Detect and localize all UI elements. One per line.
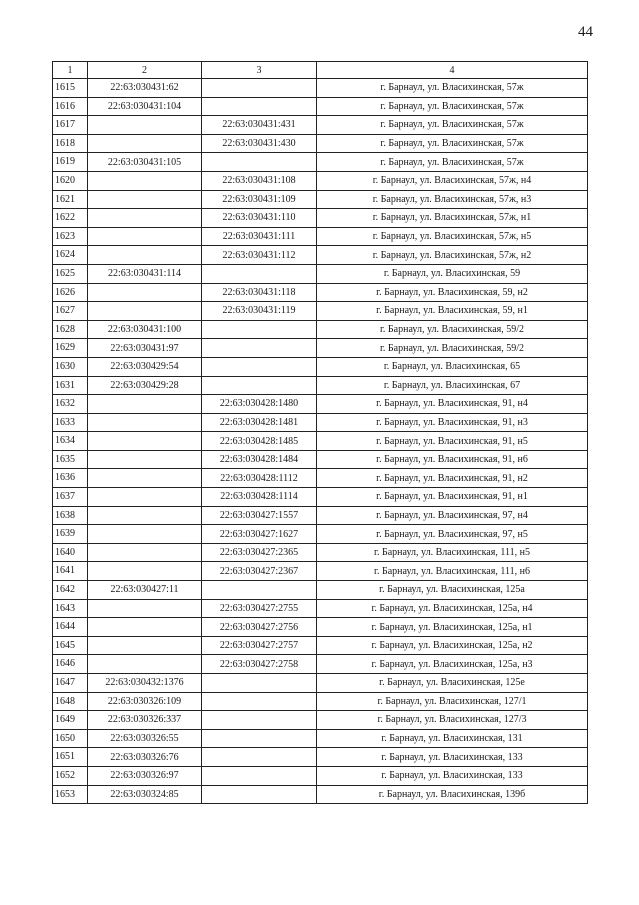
table-row: [53, 488, 588, 507]
object-cadastral-number-cell: 22:63:030431:118: [202, 283, 317, 302]
object-cadastral-number-cell: 22:63:030427:1627: [202, 525, 317, 544]
header-col-3: 3: [202, 62, 317, 79]
table-row: [53, 209, 588, 228]
address-cell: г. Барнаул, ул. Власихинская, 125а, н3: [317, 655, 588, 674]
address-cell: г. Барнаул, ул. Власихинская, 57ж: [317, 116, 588, 135]
cadastral-number-cell: [88, 116, 202, 135]
row-number-cell: 1615: [53, 79, 88, 98]
table-row: [53, 599, 588, 618]
row-number-cell: 1634: [53, 432, 88, 451]
table-row: [53, 450, 588, 469]
address-cell: г. Барнаул, ул. Власихинская, 139б: [317, 785, 588, 804]
row-number-cell: 1623: [53, 227, 88, 246]
table-row: [53, 506, 588, 525]
row-number-cell: 1640: [53, 543, 88, 562]
address-cell: г. Барнаул, ул. Власихинская, 97, н5: [317, 525, 588, 544]
row-number-cell: 1633: [53, 413, 88, 432]
page-number: 44: [578, 24, 593, 40]
header-col-2: 2: [88, 62, 202, 79]
address-cell: г. Барнаул, ул. Власихинская, 57ж: [317, 97, 588, 116]
row-number-cell: 1617: [53, 116, 88, 135]
cadastral-number-cell: [88, 655, 202, 674]
cadastral-number-cell: 22:63:030431:100: [88, 320, 202, 339]
table-row: [53, 766, 588, 785]
row-number-cell: 1631: [53, 376, 88, 395]
table-row: [53, 543, 588, 562]
address-cell: г. Барнаул, ул. Власихинская, 125а, н2: [317, 636, 588, 655]
table-row: [53, 283, 588, 302]
address-cell: г. Барнаул, ул. Власихинская, 57ж: [317, 134, 588, 153]
row-number-cell: 1644: [53, 618, 88, 637]
row-number-cell: 1639: [53, 525, 88, 544]
address-cell: г. Барнаул, ул. Власихинская, 91, н2: [317, 469, 588, 488]
cadastral-number-cell: 22:63:030431:105: [88, 153, 202, 172]
object-cadastral-number-cell: [202, 320, 317, 339]
address-cell: г. Барнаул, ул. Власихинская, 59/2: [317, 320, 588, 339]
cadastral-number-cell: [88, 488, 202, 507]
address-cell: г. Барнаул, ул. Власихинская, 67: [317, 376, 588, 395]
header-col-4: 4: [317, 62, 588, 79]
address-cell: г. Барнаул, ул. Власихинская, 57ж, н2: [317, 246, 588, 265]
address-cell: г. Барнаул, ул. Власихинская, 59: [317, 264, 588, 283]
address-cell: г. Барнаул, ул. Власихинская, 111, н5: [317, 543, 588, 562]
cadastral-number-cell: 22:63:030429:28: [88, 376, 202, 395]
row-number-cell: 1652: [53, 766, 88, 785]
object-cadastral-number-cell: 22:63:030428:1112: [202, 469, 317, 488]
row-number-cell: 1636: [53, 469, 88, 488]
table-row: [53, 618, 588, 637]
table-row: [53, 264, 588, 283]
cadastral-number-cell: 22:63:030431:114: [88, 264, 202, 283]
object-cadastral-number-cell: [202, 581, 317, 600]
table-row: [53, 785, 588, 804]
table-row: [53, 525, 588, 544]
row-number-cell: 1632: [53, 395, 88, 414]
row-number-cell: 1653: [53, 785, 88, 804]
table-row: [53, 134, 588, 153]
table-row: [53, 581, 588, 600]
object-cadastral-number-cell: 22:63:030428:1484: [202, 450, 317, 469]
address-cell: г. Барнаул, ул. Власихинская, 59, н2: [317, 283, 588, 302]
address-cell: г. Барнаул, ул. Власихинская, 91, н3: [317, 413, 588, 432]
object-cadastral-number-cell: [202, 153, 317, 172]
row-number-cell: 1622: [53, 209, 88, 228]
address-cell: г. Барнаул, ул. Власихинская, 57ж, н3: [317, 190, 588, 209]
object-cadastral-number-cell: [202, 785, 317, 804]
address-cell: г. Барнаул, ул. Власихинская, 133: [317, 766, 588, 785]
object-cadastral-number-cell: [202, 692, 317, 711]
object-cadastral-number-cell: [202, 729, 317, 748]
object-cadastral-number-cell: 22:63:030431:112: [202, 246, 317, 265]
object-cadastral-number-cell: 22:63:030431:119: [202, 302, 317, 321]
row-number-cell: 1651: [53, 748, 88, 767]
row-number-cell: 1649: [53, 711, 88, 730]
cadastral-number-cell: 22:63:030431:104: [88, 97, 202, 116]
table-row: [53, 748, 588, 767]
object-cadastral-number-cell: 22:63:030431:111: [202, 227, 317, 246]
address-cell: г. Барнаул, ул. Власихинская, 127/3: [317, 711, 588, 730]
object-cadastral-number-cell: 22:63:030428:1481: [202, 413, 317, 432]
object-cadastral-number-cell: [202, 97, 317, 116]
object-cadastral-number-cell: 22:63:030431:110: [202, 209, 317, 228]
table-row: [53, 432, 588, 451]
cadastral-number-cell: [88, 395, 202, 414]
object-cadastral-number-cell: [202, 357, 317, 376]
cadastral-number-cell: [88, 190, 202, 209]
cadastral-number-cell: 22:63:030326:55: [88, 729, 202, 748]
object-cadastral-number-cell: 22:63:030431:108: [202, 171, 317, 190]
address-cell: г. Барнаул, ул. Власихинская, 57ж, н1: [317, 209, 588, 228]
cadastral-number-cell: [88, 543, 202, 562]
cadastral-number-cell: [88, 283, 202, 302]
row-number-cell: 1641: [53, 562, 88, 581]
address-cell: г. Барнаул, ул. Власихинская, 59/2: [317, 339, 588, 358]
cadastral-number-cell: [88, 450, 202, 469]
object-cadastral-number-cell: [202, 376, 317, 395]
table-row: [53, 97, 588, 116]
table-row: [53, 153, 588, 172]
address-cell: г. Барнаул, ул. Власихинская, 91, н4: [317, 395, 588, 414]
row-number-cell: 1621: [53, 190, 88, 209]
object-cadastral-number-cell: [202, 264, 317, 283]
cadastral-number-cell: 22:63:030324:85: [88, 785, 202, 804]
address-cell: г. Барнаул, ул. Власихинская, 125а, н1: [317, 618, 588, 637]
row-number-cell: 1645: [53, 636, 88, 655]
cadastral-number-cell: [88, 618, 202, 637]
table-row: [53, 302, 588, 321]
registry-table: [52, 61, 588, 804]
address-cell: г. Барнаул, ул. Власихинская, 57ж, н4: [317, 171, 588, 190]
row-number-cell: 1628: [53, 320, 88, 339]
table-row: [53, 171, 588, 190]
table-row: [53, 116, 588, 135]
cadastral-number-cell: [88, 432, 202, 451]
cadastral-number-cell: 22:63:030427:11: [88, 581, 202, 600]
address-cell: г. Барнаул, ул. Власихинская, 133: [317, 748, 588, 767]
cadastral-number-cell: 22:63:030432:1376: [88, 674, 202, 693]
address-cell: г. Барнаул, ул. Власихинская, 57ж: [317, 79, 588, 98]
table-row: [53, 692, 588, 711]
row-number-cell: 1638: [53, 506, 88, 525]
row-number-cell: 1624: [53, 246, 88, 265]
table-row: [53, 320, 588, 339]
table-row: [53, 227, 588, 246]
address-cell: г. Барнаул, ул. Власихинская, 57ж: [317, 153, 588, 172]
table-row: [53, 711, 588, 730]
row-number-cell: 1646: [53, 655, 88, 674]
cadastral-number-cell: [88, 562, 202, 581]
row-number-cell: 1619: [53, 153, 88, 172]
object-cadastral-number-cell: 22:63:030431:109: [202, 190, 317, 209]
object-cadastral-number-cell: 22:63:030427:2758: [202, 655, 317, 674]
row-number-cell: 1627: [53, 302, 88, 321]
address-cell: г. Барнаул, ул. Власихинская, 111, н6: [317, 562, 588, 581]
address-cell: г. Барнаул, ул. Власихинская, 57ж, н5: [317, 227, 588, 246]
row-number-cell: 1642: [53, 581, 88, 600]
cadastral-number-cell: 22:63:030326:97: [88, 766, 202, 785]
object-cadastral-number-cell: [202, 766, 317, 785]
address-cell: г. Барнаул, ул. Власихинская, 125а: [317, 581, 588, 600]
row-number-cell: 1620: [53, 171, 88, 190]
cadastral-number-cell: [88, 506, 202, 525]
row-number-cell: 1648: [53, 692, 88, 711]
table-row: [53, 246, 588, 265]
table-row: [53, 376, 588, 395]
table-row: [53, 636, 588, 655]
address-cell: г. Барнаул, ул. Власихинская, 65: [317, 357, 588, 376]
table-row: [53, 357, 588, 376]
address-cell: г. Барнаул, ул. Власихинская, 131: [317, 729, 588, 748]
address-cell: г. Барнаул, ул. Власихинская, 125а, н4: [317, 599, 588, 618]
row-number-cell: 1616: [53, 97, 88, 116]
cadastral-number-cell: 22:63:030429:54: [88, 357, 202, 376]
object-cadastral-number-cell: 22:63:030427:2755: [202, 599, 317, 618]
address-cell: г. Барнаул, ул. Власихинская, 91, н1: [317, 488, 588, 507]
row-number-cell: 1650: [53, 729, 88, 748]
cadastral-number-cell: [88, 302, 202, 321]
table-row: [53, 562, 588, 581]
row-number-cell: 1626: [53, 283, 88, 302]
row-number-cell: 1643: [53, 599, 88, 618]
cadastral-number-cell: 22:63:030326:109: [88, 692, 202, 711]
object-cadastral-number-cell: 22:63:030431:431: [202, 116, 317, 135]
object-cadastral-number-cell: [202, 711, 317, 730]
cadastral-number-cell: [88, 636, 202, 655]
cadastral-number-cell: [88, 525, 202, 544]
address-cell: г. Барнаул, ул. Власихинская, 91, н5: [317, 432, 588, 451]
cadastral-number-cell: [88, 599, 202, 618]
address-cell: г. Барнаул, ул. Власихинская, 125е: [317, 674, 588, 693]
cadastral-number-cell: 22:63:030431:97: [88, 339, 202, 358]
cadastral-number-cell: 22:63:030431:62: [88, 79, 202, 98]
table-row: [53, 339, 588, 358]
row-number-cell: 1618: [53, 134, 88, 153]
object-cadastral-number-cell: [202, 748, 317, 767]
cadastral-number-cell: [88, 209, 202, 228]
table-row: [53, 469, 588, 488]
cadastral-number-cell: [88, 134, 202, 153]
row-number-cell: 1637: [53, 488, 88, 507]
table-row: [53, 395, 588, 414]
table-row: [53, 413, 588, 432]
object-cadastral-number-cell: 22:63:030428:1485: [202, 432, 317, 451]
object-cadastral-number-cell: 22:63:030428:1114: [202, 488, 317, 507]
cadastral-number-cell: [88, 227, 202, 246]
object-cadastral-number-cell: [202, 79, 317, 98]
cadastral-number-cell: 22:63:030326:76: [88, 748, 202, 767]
address-cell: г. Барнаул, ул. Власихинская, 91, н6: [317, 450, 588, 469]
row-number-cell: 1630: [53, 357, 88, 376]
table-row: [53, 190, 588, 209]
cadastral-number-cell: [88, 469, 202, 488]
cadastral-number-cell: [88, 246, 202, 265]
table-row: [53, 729, 588, 748]
table-row: [53, 674, 588, 693]
header-row: [53, 62, 588, 79]
cadastral-number-cell: [88, 413, 202, 432]
row-number-cell: 1625: [53, 264, 88, 283]
object-cadastral-number-cell: 22:63:030427:2756: [202, 618, 317, 637]
object-cadastral-number-cell: 22:63:030427:2365: [202, 543, 317, 562]
row-number-cell: 1635: [53, 450, 88, 469]
object-cadastral-number-cell: [202, 339, 317, 358]
cadastral-number-cell: 22:63:030326:337: [88, 711, 202, 730]
object-cadastral-number-cell: 22:63:030427:2757: [202, 636, 317, 655]
object-cadastral-number-cell: 22:63:030428:1480: [202, 395, 317, 414]
row-number-cell: 1647: [53, 674, 88, 693]
object-cadastral-number-cell: 22:63:030427:2367: [202, 562, 317, 581]
header-col-1: 1: [53, 62, 88, 79]
row-number-cell: 1629: [53, 339, 88, 358]
object-cadastral-number-cell: 22:63:030431:430: [202, 134, 317, 153]
address-cell: г. Барнаул, ул. Власихинская, 97, н4: [317, 506, 588, 525]
address-cell: г. Барнаул, ул. Власихинская, 127/1: [317, 692, 588, 711]
object-cadastral-number-cell: [202, 674, 317, 693]
table-row: [53, 79, 588, 98]
table-row: [53, 655, 588, 674]
object-cadastral-number-cell: 22:63:030427:1557: [202, 506, 317, 525]
address-cell: г. Барнаул, ул. Власихинская, 59, н1: [317, 302, 588, 321]
cadastral-number-cell: [88, 171, 202, 190]
